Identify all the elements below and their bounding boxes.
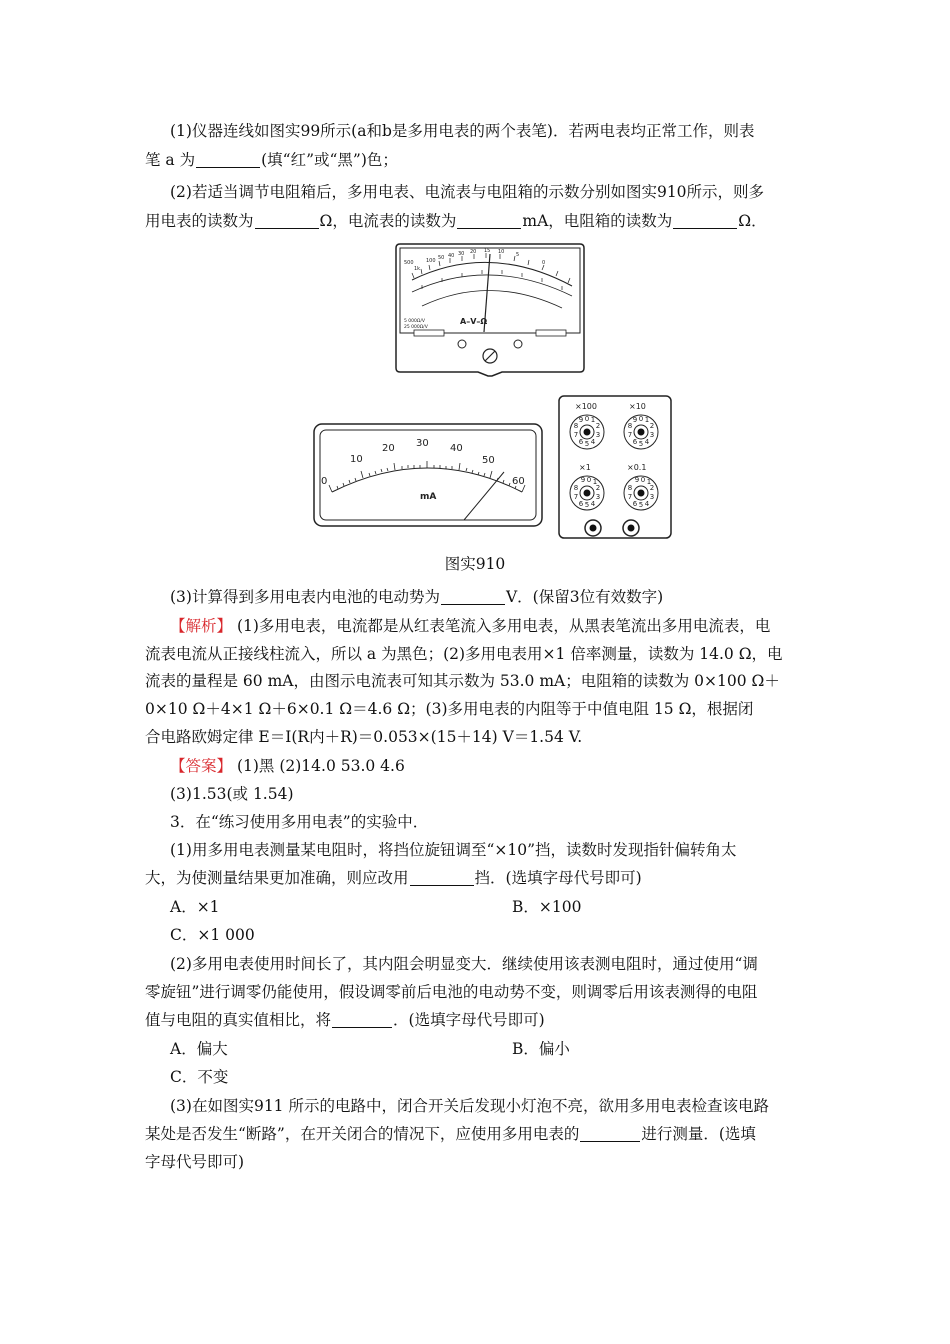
analysis-line4: 0×10 Ω＋4×1 Ω＋6×0.1 Ω＝4.6 Ω；(3)多用电表的内阻等于中值电阻 15 Ω，根据闭 xyxy=(145,700,754,718)
svg-text:6: 6 xyxy=(632,438,638,446)
q2-part3-text-c: (保留3位有效数字) xyxy=(532,588,664,606)
am-tick-6: 60 xyxy=(512,476,525,487)
q3-part2-options-ab xyxy=(170,1037,830,1061)
mm-tick-5: 30 xyxy=(458,251,465,257)
svg-text:9: 9 xyxy=(634,476,640,484)
svg-text:2: 2 xyxy=(595,422,601,430)
q3-part3-text-a: 某处是否发生“断路”，在开关闭合的情况下，应使用多用电表的 xyxy=(145,1125,580,1143)
q2-part1-text-b: (填“红”或“黑”)色； xyxy=(261,151,398,169)
svg-text:8: 8 xyxy=(573,484,579,492)
answer-text-1: (1)黑 (2)14.0 53.0 4.6 xyxy=(236,757,405,775)
mm-tick-3: 50 xyxy=(438,255,445,261)
q2-part2-text-b: Ω，电流表的读数为 xyxy=(319,212,457,230)
q3-part2-line3 xyxy=(145,1008,805,1032)
svg-text:4: 4 xyxy=(644,438,650,446)
am-tick-3: 30 xyxy=(416,438,429,449)
am-tick-2: 20 xyxy=(382,443,395,454)
answer-blank[interactable] xyxy=(441,588,505,605)
multimeter-right-slot xyxy=(536,330,566,336)
answer-blank[interactable] xyxy=(410,869,474,886)
q3-part2-line1: (2)多用电表使用时间长了，其内阻会明显变大．继续使用该表测电阻时，通过使用“调 xyxy=(170,955,758,973)
svg-text:5: 5 xyxy=(638,440,644,448)
box-terminal-right-core xyxy=(628,525,635,532)
box-dial-x100[interactable] xyxy=(570,415,604,449)
svg-text:7: 7 xyxy=(627,431,633,439)
mm-tick-10: 0 xyxy=(542,260,546,266)
multimeter-spec1: 5 000Ω/V xyxy=(404,319,425,324)
box-label-x0.1: ×0.1 xyxy=(627,463,647,472)
svg-text:5: 5 xyxy=(584,501,590,509)
q3-part3-line2 xyxy=(145,1122,805,1146)
mm-tick-0: 500 xyxy=(404,260,414,266)
multimeter-dial-label: A–V–Ω xyxy=(460,317,488,326)
q3-part2-option-c[interactable]: C．不变 xyxy=(170,1068,229,1086)
svg-text:3: 3 xyxy=(595,493,601,501)
box-label-x10: ×10 xyxy=(629,402,646,411)
box-dial-x1[interactable] xyxy=(570,476,604,510)
answer-line2: (3)1.53(或 1.54) xyxy=(170,785,294,803)
analysis-line2: 流表电流从正接线柱流入，所以 a 为黑色；(2)多用电表用×1 倍率测量，读数为 14.0 Ω，电 xyxy=(145,645,783,663)
q2-part3 xyxy=(170,585,830,609)
q2-part1-text-a: 笔 a 为 xyxy=(145,151,196,169)
am-tick-4: 40 xyxy=(450,443,463,454)
svg-text:0: 0 xyxy=(586,476,592,484)
svg-text:0: 0 xyxy=(584,415,590,423)
svg-text:7: 7 xyxy=(573,431,579,439)
mm-tick-1: 1k xyxy=(414,266,421,272)
box-label-x1: ×1 xyxy=(579,463,591,472)
q3-part1-option-c[interactable]: C．×1 000 xyxy=(170,926,255,944)
q2-part3-text-b: V． xyxy=(505,588,533,606)
svg-text:2: 2 xyxy=(595,484,601,492)
am-tick-5: 50 xyxy=(482,455,495,466)
svg-text:5: 5 xyxy=(584,440,590,448)
svg-text:1: 1 xyxy=(644,416,650,424)
answer-line1 xyxy=(170,754,830,778)
q3-part2-text-a: 值与电阻的真实值相比，将 xyxy=(145,1011,332,1029)
svg-text:1: 1 xyxy=(590,416,596,424)
q3-part2-option-b[interactable]: B．偏小 xyxy=(512,1040,570,1058)
q3-part3-line3: 字母代号即可) xyxy=(145,1153,245,1171)
analysis-label: 【解析】 xyxy=(170,617,233,635)
svg-text:4: 4 xyxy=(644,500,650,508)
multimeter-terminal-left xyxy=(458,340,466,348)
answer-blank[interactable] xyxy=(457,212,521,229)
svg-text:4: 4 xyxy=(590,500,596,508)
q2-part2-text-d: Ω． xyxy=(738,212,767,230)
q3-part1-text-a: 大，为使测量结果更加准确，则应改用 xyxy=(145,869,409,887)
box-dial-x10[interactable] xyxy=(624,415,658,449)
mm-tick-8: 10 xyxy=(498,249,505,255)
analysis-line3: 流表的量程是 60 mA，由图示电流表可知其示数为 53.0 mA；电阻箱的读数为 0×100 Ω＋ xyxy=(145,672,780,690)
svg-text:2: 2 xyxy=(649,422,655,430)
q3-title: 3．在“练习使用多用电表”的实验中． xyxy=(170,813,429,831)
am-tick-0: 0 xyxy=(321,476,328,487)
mm-tick-9: 5 xyxy=(516,252,520,258)
q2-part2-text-c: mA，电阻箱的读数为 xyxy=(522,212,673,230)
svg-text:0: 0 xyxy=(638,415,644,423)
answer-blank[interactable] xyxy=(196,151,260,168)
answer-blank[interactable] xyxy=(580,1125,640,1142)
mm-tick-4: 40 xyxy=(448,253,455,259)
svg-text:0: 0 xyxy=(640,476,646,484)
svg-text:5: 5 xyxy=(638,501,644,509)
svg-text:7: 7 xyxy=(627,493,633,501)
svg-text:6: 6 xyxy=(632,500,638,508)
q3-part1-option-b[interactable]: B．×100 xyxy=(512,898,582,916)
analysis-line5: 合电路欧姆定律 E＝I(R内＋R)＝0.053×(15＋14) V＝1.54 V. xyxy=(145,728,583,746)
svg-text:9: 9 xyxy=(632,416,638,424)
q2-part3-text-a: (3)计算得到多用电表内电池的电动势为 xyxy=(170,588,440,606)
svg-text:4: 4 xyxy=(590,438,596,446)
mm-tick-2: 100 xyxy=(426,258,436,264)
multimeter-figure xyxy=(392,240,588,378)
mm-tick-6: 20 xyxy=(470,249,477,255)
svg-text:7: 7 xyxy=(573,493,579,501)
q2-part2-text-a: 用电表的读数为 xyxy=(145,212,254,230)
q3-part3-line1: (3)在如图实911 所示的电路中，闭合开关后发现小灯泡不亮，欲用多用电表检查该电路 xyxy=(170,1097,769,1115)
svg-text:9: 9 xyxy=(578,416,584,424)
q3-part2-option-a[interactable]: A．偏大 xyxy=(170,1040,228,1058)
svg-text:3: 3 xyxy=(649,431,655,439)
q3-part2-line2: 零旋钮”进行调零仍能使用，假设调零前后电池的电动势不变，则调零后用该表测得的电阻 xyxy=(145,983,758,1001)
ammeter-unit: mA xyxy=(420,492,437,502)
svg-text:6: 6 xyxy=(578,500,584,508)
svg-text:3: 3 xyxy=(649,493,655,501)
am-tick-1: 10 xyxy=(350,454,363,465)
box-dial-x0.1[interactable] xyxy=(624,476,658,510)
mm-tick-7: 15 xyxy=(484,248,491,254)
svg-text:2: 2 xyxy=(649,484,655,492)
svg-text:8: 8 xyxy=(627,484,633,492)
svg-text:1: 1 xyxy=(646,478,652,486)
svg-text:9: 9 xyxy=(580,476,586,484)
svg-text:3: 3 xyxy=(595,431,601,439)
figure-caption: 图实910 xyxy=(444,555,506,573)
q3-part1-line2 xyxy=(145,866,805,890)
q2-part1-line2 xyxy=(145,148,805,172)
analysis-line1 xyxy=(170,614,830,638)
q2-part2-line1: (2)若适当调节电阻箱后，多用电表、电流表与电阻箱的示数分别如图实910所示，则多 xyxy=(170,183,765,201)
multimeter-left-slot xyxy=(414,330,444,336)
answer-blank[interactable] xyxy=(332,1011,392,1028)
svg-text:8: 8 xyxy=(573,422,579,430)
ammeter-figure xyxy=(312,422,544,528)
box-label-x100: ×100 xyxy=(575,402,597,411)
q3-part1-text-b: 挡．(选填字母代号即可) xyxy=(474,869,642,887)
q2-part1-line1: (1)仪器连线如图实99所示(a和b是多用电表的两个表笔)．若两电表均正常工作，则表 xyxy=(170,122,755,140)
q3-part1-line1: (1)用多用电表测量某电阻时，将挡位旋钮调至“×10”挡，读数时发现指针偏转角太 xyxy=(170,841,737,859)
answer-label: 【答案】 xyxy=(170,757,233,775)
svg-text:1: 1 xyxy=(592,478,598,486)
multimeter-terminal-right xyxy=(514,340,522,348)
answer-blank[interactable] xyxy=(255,212,319,229)
box-terminal-left-core xyxy=(590,525,597,532)
q3-part1-options-ab xyxy=(170,895,830,919)
q2-part2-line2 xyxy=(145,209,805,233)
svg-text:8: 8 xyxy=(627,422,633,430)
resistance-box-figure xyxy=(557,394,673,540)
q3-part2-text-b: ．(选填字母代号即可) xyxy=(393,1011,545,1029)
svg-text:6: 6 xyxy=(578,438,584,446)
analysis-text-1: (1)多用电表，电流都是从红表笔流入多用电表，从黑表笔流出多用电流表，电 xyxy=(236,617,771,635)
answer-blank[interactable] xyxy=(673,212,737,229)
q3-part1-option-a[interactable]: A．×1 xyxy=(170,898,220,916)
multimeter-spec2: 25 000Ω/V xyxy=(404,325,428,330)
q3-part3-text-b: 进行测量．(选填 xyxy=(641,1125,756,1143)
